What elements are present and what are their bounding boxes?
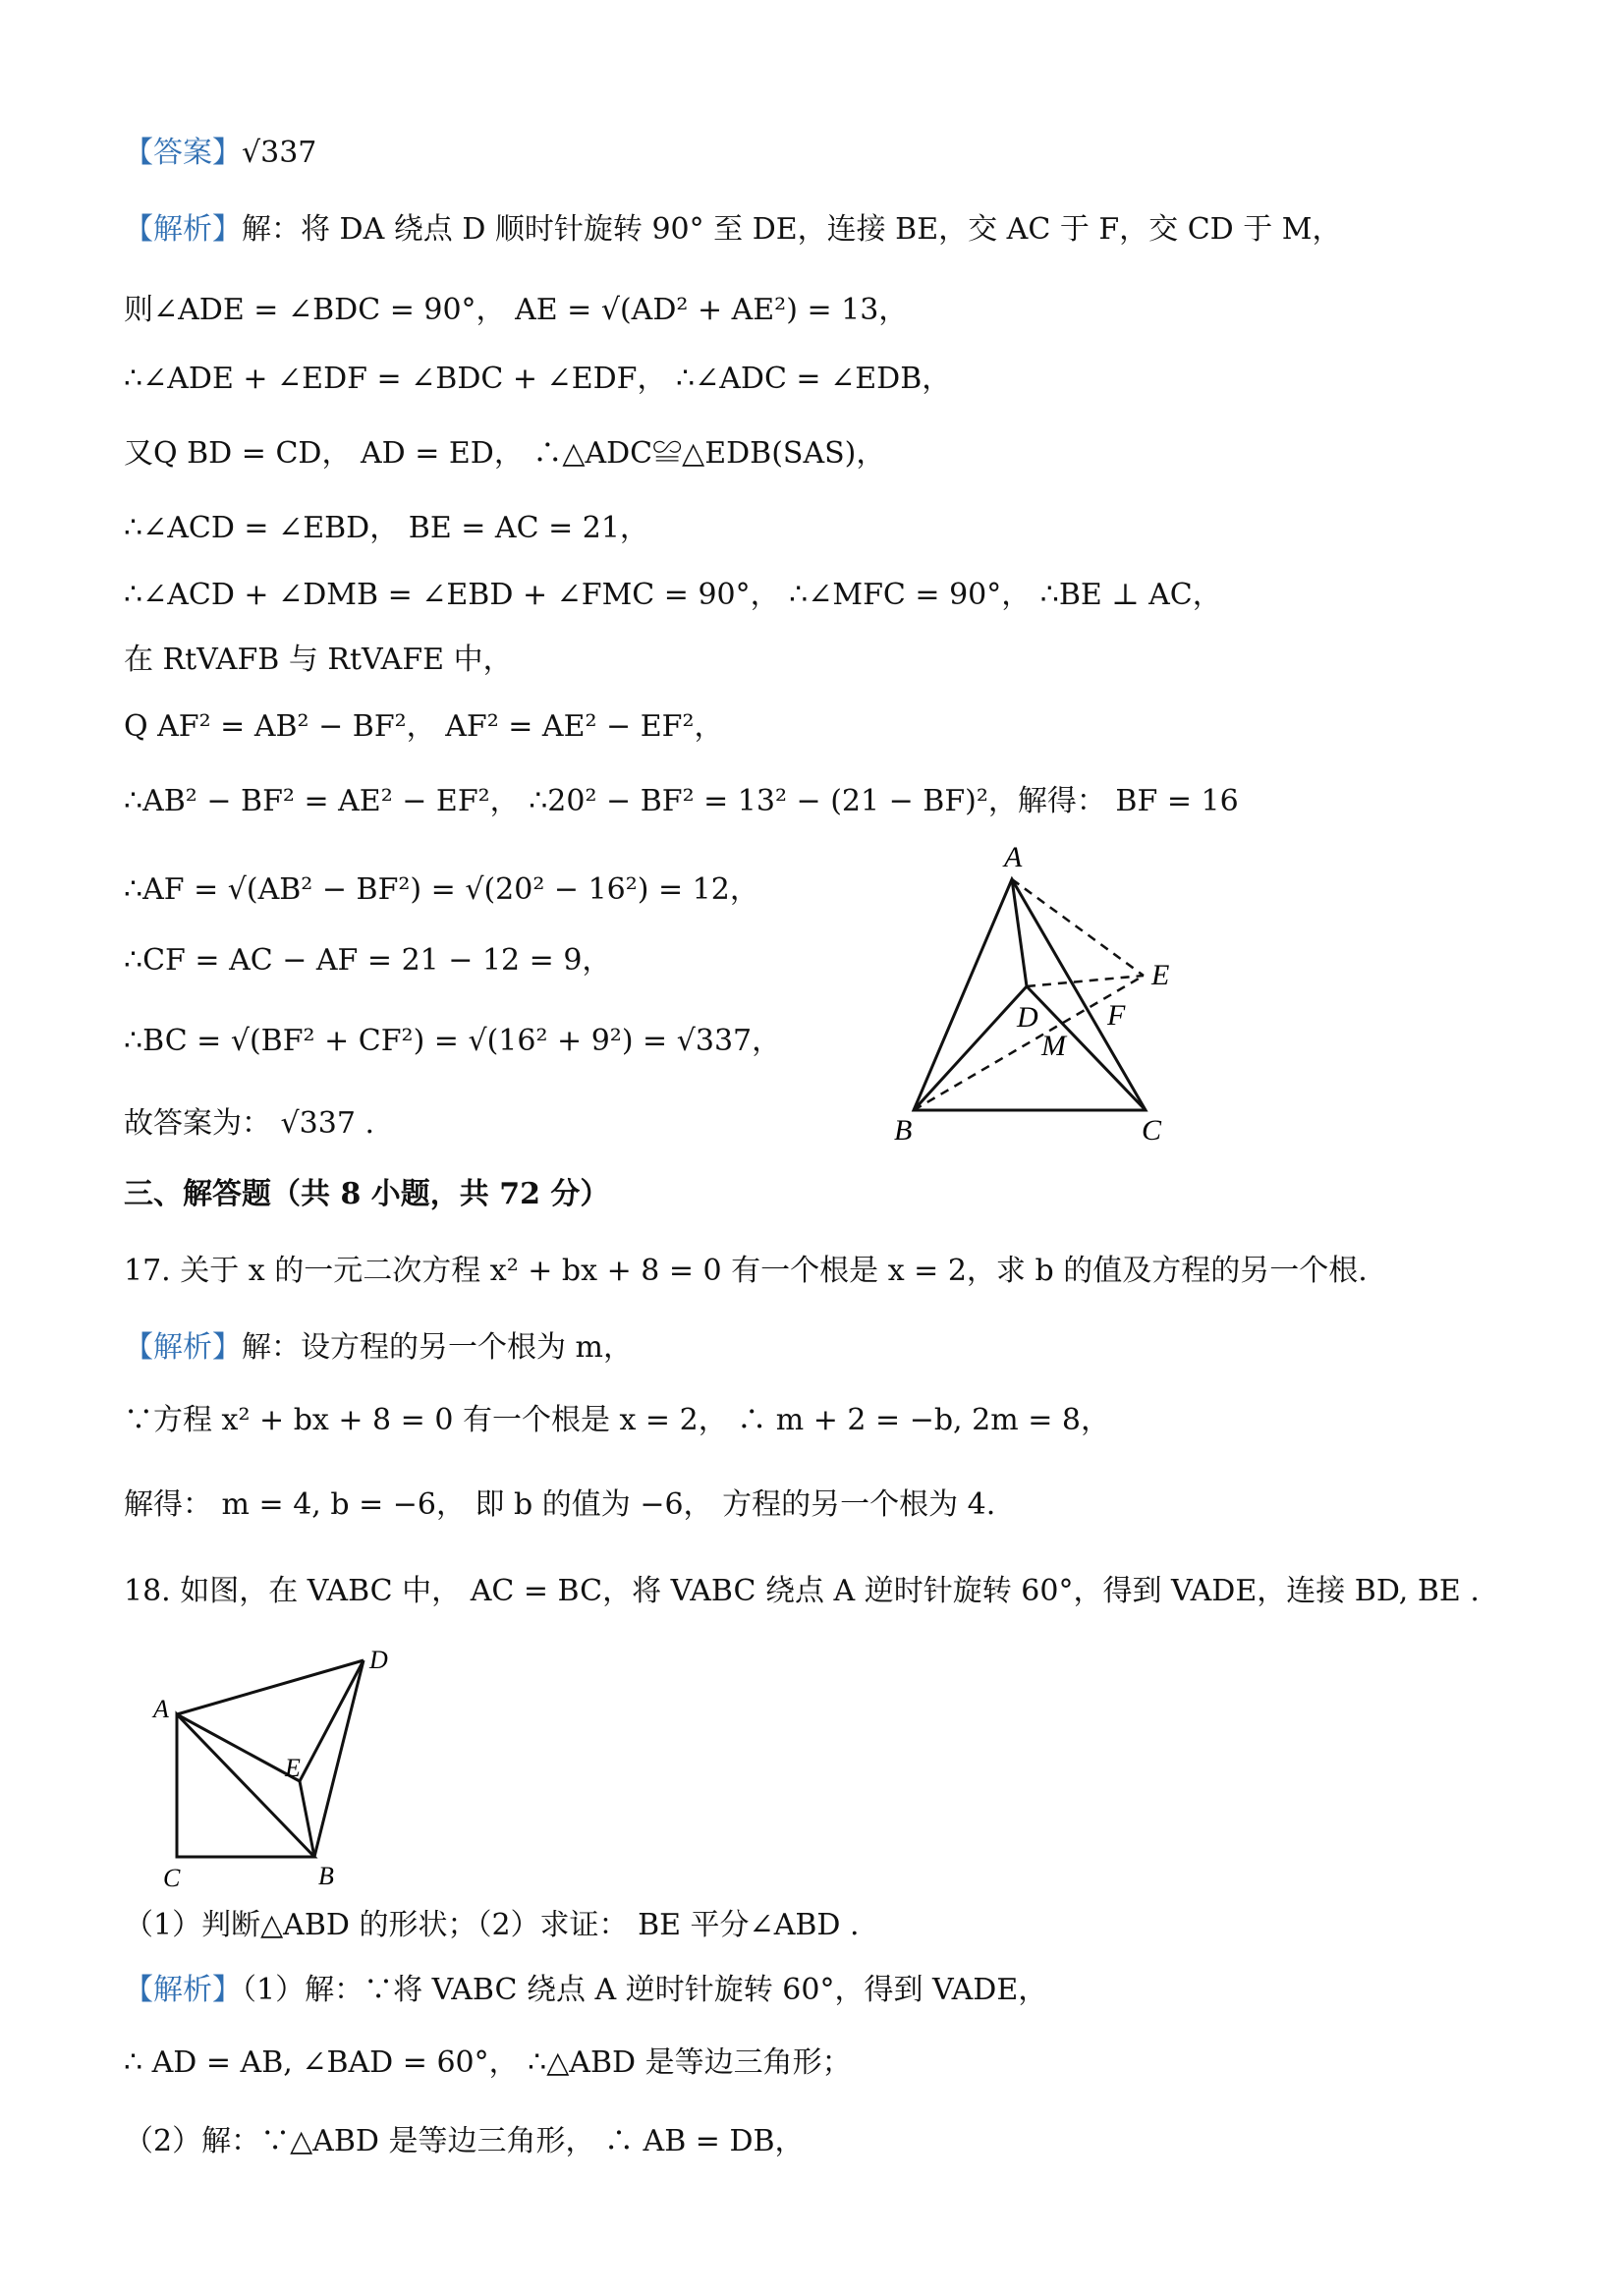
analysis-line-4: 又Q BD = CD， AD = ED， ∴△ADC≌△EDB(SAS)，: [124, 436, 886, 471]
segment-bd: [314, 1660, 364, 1857]
label-d: D: [1017, 1001, 1038, 1034]
label-b: B: [894, 1114, 913, 1147]
label-a: A: [1004, 841, 1023, 873]
segment-de: [300, 1660, 364, 1781]
label-m: M: [1041, 1030, 1066, 1062]
analysis-line-12: ∴BC = √(BF² + CF²) = √(16² + 9²) = √337，: [124, 1024, 782, 1058]
analysis-line-9: ∴AB² − BF² = AE² − EF²， ∴20² − BF² = 13² − (21 − BF)²，解得： BF = 16: [124, 784, 1239, 818]
segment-ad: [177, 1660, 364, 1714]
label-a: A: [153, 1695, 169, 1723]
answer-line: [124, 134, 316, 173]
analysis-line-1: [124, 210, 1342, 250]
label-d: D: [369, 1646, 388, 1674]
analysis-line-10: ∴AF = √(AB² − BF²) = √(20² − 16²) = 12，: [124, 872, 759, 907]
label-e: E: [285, 1754, 301, 1782]
q17-analysis-tag: 【解析】: [124, 1330, 242, 1365]
question-18: 18. 如图，在 VABC 中， AC = BC，将 VABC 绕点 A 逆时针旋转 60°，得到 VADE，连接 BD, BE .: [124, 1574, 1480, 1608]
answer-conclusion: 故答案为： √337 .: [124, 1106, 374, 1141]
answer-text: √337: [242, 136, 317, 170]
label-f: F: [1107, 999, 1126, 1032]
segment-ae: [1012, 879, 1144, 976]
q18-analysis-tag: 【解析】: [124, 1973, 242, 2007]
q18-analysis-line-3: （2）解：∵△ABD 是等边三角形， ∴ AB = DB，: [124, 2124, 805, 2158]
section-heading: 三、解答题（共 8 小题，共 72 分）: [124, 1177, 610, 1211]
segment-ad: [1012, 879, 1027, 986]
label-e: E: [1151, 959, 1170, 991]
question-17: 17. 关于 x 的一元二次方程 x² + bx + 8 = 0 有一个根是 x = 2，求 b 的值及方程的另一个根.: [124, 1254, 1368, 1288]
q18-analysis-line-2: ∴ AD = AB, ∠BAD = 60°， ∴△ABD 是等边三角形；: [124, 2045, 852, 2080]
q17-analysis-line-3: 解得： m = 4, b = −6， 即 b 的值为 −6， 方程的另一个根为 4.: [124, 1487, 996, 1522]
q18-analysis-text-1: （1）解：∵将 VABC 绕点 A 逆时针旋转 60°，得到 VADE，: [242, 1973, 1048, 2007]
analysis-line-8: Q AF² = AB² − BF²， AF² = AE² − EF²，: [124, 709, 724, 744]
segment-bd: [914, 986, 1027, 1110]
q17-analysis-line-1: [124, 1328, 633, 1368]
analysis-line-3: ∴∠ADE + ∠EDF = ∠BDC + ∠EDF， ∴∠ADC = ∠EDB，: [124, 362, 952, 396]
answer-tag: 【答案】: [124, 136, 242, 170]
analysis-tag: 【解析】: [124, 212, 242, 247]
geometry-figure-2: [147, 1641, 403, 1896]
label-c: C: [163, 1864, 181, 1892]
q18-subquestions: （1）判断△ABD 的形状；（2）求证： BE 平分∠ABD .: [124, 1908, 860, 1942]
geometry-figure-1: [884, 835, 1199, 1149]
segment-ae: [177, 1714, 300, 1781]
analysis-text-1: 解：将 DA 绕点 D 顺时针旋转 90° 至 DE，连接 BE，交 AC 于 F，交 CD 于 M，: [242, 212, 1342, 247]
q17-analysis-text-1: 解：设方程的另一个根为 m，: [242, 1330, 633, 1365]
label-c: C: [1142, 1114, 1162, 1147]
segment-be: [914, 976, 1144, 1110]
analysis-line-5: ∴∠ACD = ∠EBD， BE = AC = 21，: [124, 511, 649, 545]
triangle-abc: [177, 1714, 314, 1857]
analysis-line-7: 在 RtVAFB 与 RtVAFE 中，: [124, 643, 513, 677]
analysis-line-2: 则∠ADE = ∠BDC = 90°， AE = √(AD² + AE²) = 13，: [124, 293, 909, 327]
q18-analysis-line-1: [124, 1971, 1047, 2010]
analysis-line-11: ∴CF = AC − AF = 21 − 12 = 9，: [124, 943, 612, 978]
q17-analysis-line-2: ∵方程 x² + bx + 8 = 0 有一个根是 x = 2， ∴ m + 2 = −b, 2m = 8，: [124, 1403, 1110, 1437]
label-b: B: [318, 1862, 334, 1890]
segment-de: [1027, 976, 1144, 986]
analysis-line-6: ∴∠ACD + ∠DMB = ∠EBD + ∠FMC = 90°， ∴∠MFC = 90°， ∴BE ⊥ AC，: [124, 578, 1222, 612]
